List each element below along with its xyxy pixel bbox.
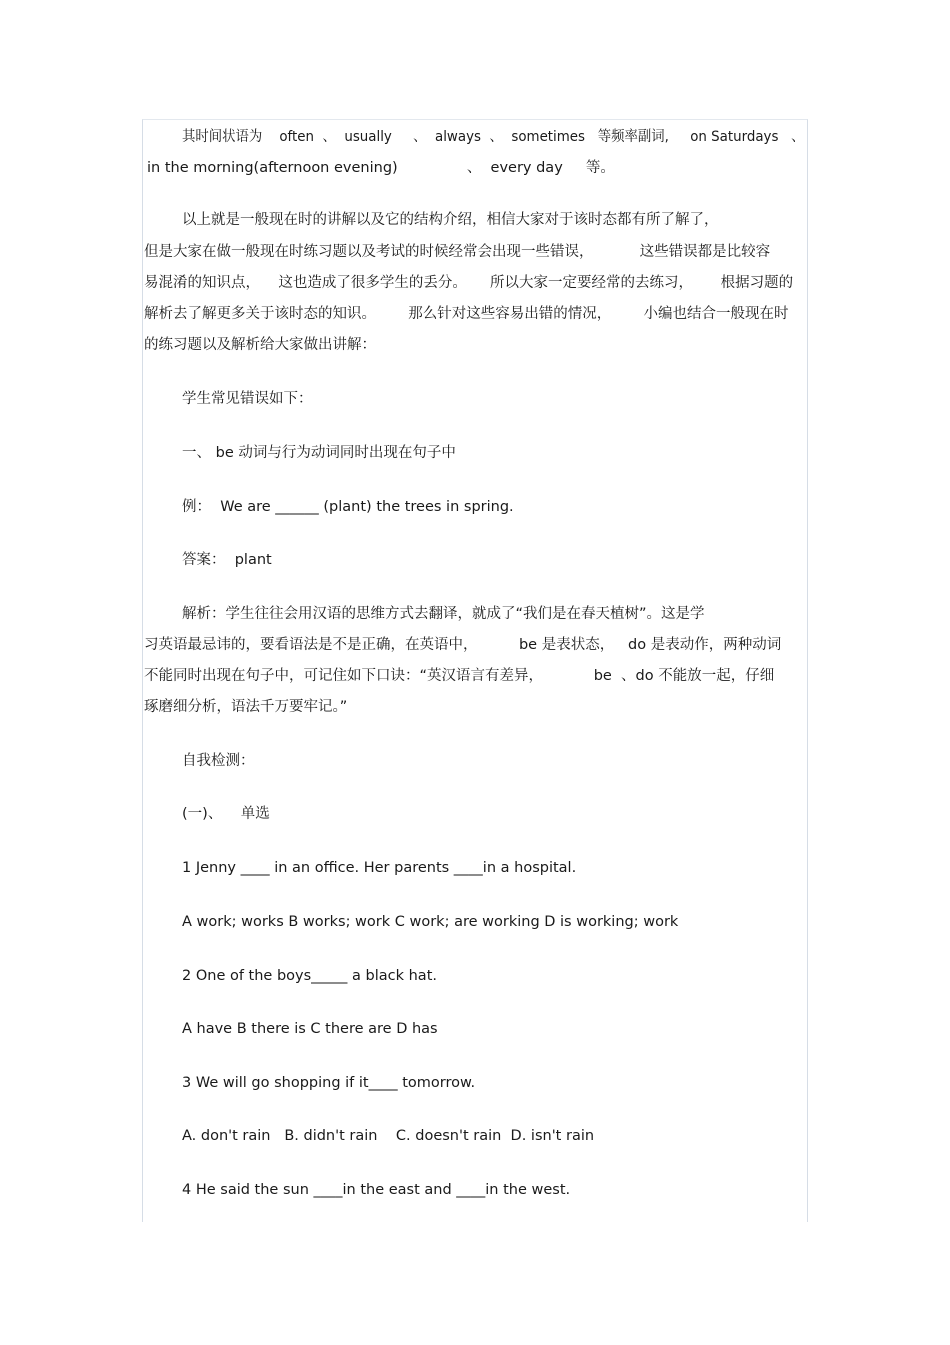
self-check-heading: 自我检测：	[182, 753, 255, 769]
intro-adverbs-line-1: 其时间状语为 often 、 usually 、 always 、 sometimes 等频率副词, on Saturdays 、	[182, 129, 805, 145]
analysis-line-1: 解析：学生往往会用汉语的思维方式去翻译，就成了“我们是在春天植树”。这是学	[182, 606, 705, 622]
question-4: 4 He said the sun ____in the east and ____in the west.	[182, 1182, 571, 1198]
example-line: 例： We are ______ (plant) the trees in spring.	[182, 499, 514, 515]
question-3-options: A. don't rain B. didn't rain C. doesn't rain D. isn't rain	[182, 1128, 595, 1144]
analysis-line-3: 不能同时出现在句子中，可记住如下口诀：“英汉语言有差异， be 、do 不能放一起，仔细	[144, 668, 775, 684]
intro-adverbs-line-2: in the morning(afternoon evening) 、 every day 等。	[147, 160, 615, 176]
question-1-options: A work; works B works; work C work; are working D is working; work	[182, 914, 679, 930]
common-errors-heading: 学生常见错误如下：	[182, 391, 313, 407]
summary-line-5: 的练习题以及解析给大家做出讲解：	[144, 337, 376, 353]
summary-line-2: 但是大家在做一般现在时练习题以及考试的时候经常会出现一些错误， 这些错误都是比较容	[144, 244, 771, 260]
single-choice-heading: (一)、 单选	[182, 806, 270, 822]
analysis-line-4: 琢磨细分析，语法千万要牢记。”	[144, 699, 348, 715]
question-2: 2 One of the boys_____ a black hat.	[182, 968, 437, 984]
summary-line-1: 以上就是一般现在时的讲解以及它的结构介绍，相信大家对于该时态都有所了解了，	[182, 212, 719, 228]
answer-line: 答案： plant	[182, 552, 272, 568]
question-3: 3 We will go shopping if it____ tomorrow.	[182, 1075, 476, 1091]
question-1: 1 Jenny ____ in an office. Her parents ____in a hospital.	[182, 860, 577, 876]
analysis-line-2: 习英语最忌讳的，要看语法是不是正确，在英语中， be 是表状态， do 是表动作，两种动词	[144, 637, 782, 653]
question-2-options: A have B there is C there are D has	[182, 1021, 438, 1037]
summary-line-4: 解析去了解更多关于该时态的知识。 那么针对这些容易出错的情况， 小编也结合一般现在时	[144, 306, 789, 322]
error-one-heading: 一、 be 动词与行为动词同时出现在句子中	[182, 445, 456, 461]
summary-line-3: 易混淆的知识点， 这也造成了很多学生的丢分。 所以大家一定要经常的去练习， 根据习题的	[144, 275, 794, 291]
